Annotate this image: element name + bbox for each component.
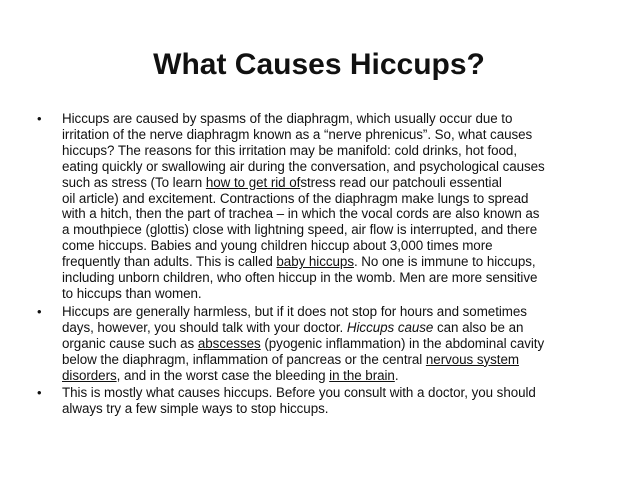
text-line	[62, 254, 597, 270]
bullet-dot: •	[37, 111, 42, 126]
text-segment: days, however, you should talk with your doctor.	[62, 319, 347, 335]
text-segment: always try a few simple ways to stop hiccups.	[62, 401, 329, 417]
text-segment: (pyogenic inflammation) in the abdominal cavity	[260, 335, 545, 351]
text-line	[62, 159, 597, 175]
text-segment: oil article) and excitement. Contractions of the diaphragm make lungs to spread	[62, 190, 529, 206]
text-line	[62, 143, 597, 159]
text-link[interactable]: nervous system	[425, 351, 519, 367]
text-segment: to hiccups than women.	[62, 285, 202, 301]
text-line	[62, 111, 597, 127]
text-line	[62, 191, 597, 207]
text-line	[62, 127, 597, 143]
text-line	[62, 401, 597, 417]
text-line	[62, 270, 597, 286]
text-link[interactable]: how to get rid of	[205, 174, 301, 190]
text-segment: .	[394, 367, 399, 383]
text-link[interactable]: disorders	[62, 367, 117, 383]
bullet-dot: •	[37, 303, 42, 319]
text-segment: a mouthpiece (glottis) close with lightning speed, air flow is interrupted, and there	[62, 222, 538, 238]
slide-title: What Causes Hiccups?	[153, 48, 485, 81]
text-line	[62, 286, 597, 302]
text-segment: hiccups? The reasons for this irritation may be manifold: cold drinks, hot food,	[62, 142, 517, 158]
text-segment: frequently than adults. This is called	[62, 254, 277, 270]
text-segment: can also be an	[433, 319, 524, 335]
text-segment: stress read our patchouli essential	[300, 174, 502, 190]
text-segment: This is mostly what causes hiccups. Before you consult with a doctor, you should	[62, 385, 536, 401]
text-segment: below the diaphragm, inflammation of pancreas or the central	[62, 351, 426, 367]
text-segment: eating quickly or swallowing air during the conversation, and psychological causes	[62, 158, 545, 174]
text-link[interactable]: in the brain	[329, 367, 395, 383]
text-segment: Hiccups are generally harmless, but if it does not stop for hours and sometimes	[62, 303, 527, 319]
text-segment: including unborn children, who often hiccup in the womb. Men are more sensitive	[62, 270, 538, 286]
text-segment: with a hitch, then the part of trachea – in which the vocal cords are also known as	[62, 206, 540, 222]
italic-phrase: Hiccups cause	[346, 319, 434, 335]
text-segment: organic cause such as	[62, 335, 198, 351]
text-segment: . No one is immune to hiccups,	[353, 254, 536, 270]
bullet-item	[37, 304, 597, 384]
text-line	[62, 238, 597, 254]
text-segment: irritation of the nerve diaphragm known as a “nerve phrenicus”. So, what causes	[62, 126, 533, 142]
text-link[interactable]: abscesses	[197, 335, 261, 351]
bullet-item	[37, 385, 597, 417]
text-link[interactable]: baby hiccups	[276, 254, 354, 270]
bullet-item	[37, 111, 597, 302]
text-line	[62, 385, 597, 401]
text-line	[62, 222, 597, 238]
text-line	[62, 320, 597, 336]
text-segment: such as stress (To learn	[62, 174, 206, 190]
text-segment: , and in the worst case the bleeding	[116, 367, 330, 383]
text-segment: Hiccups are caused by spasms of the diaphragm, which usually occur due to	[62, 111, 513, 126]
text-line	[62, 304, 597, 320]
bullet-list	[37, 111, 597, 417]
text-line	[62, 368, 597, 384]
text-line	[62, 175, 597, 191]
text-line	[62, 352, 597, 368]
text-line	[62, 206, 597, 222]
text-segment: come hiccups. Babies and young children hiccup about 3,000 times more	[62, 238, 493, 254]
text-line	[62, 336, 597, 352]
bullet-dot: •	[37, 385, 42, 401]
